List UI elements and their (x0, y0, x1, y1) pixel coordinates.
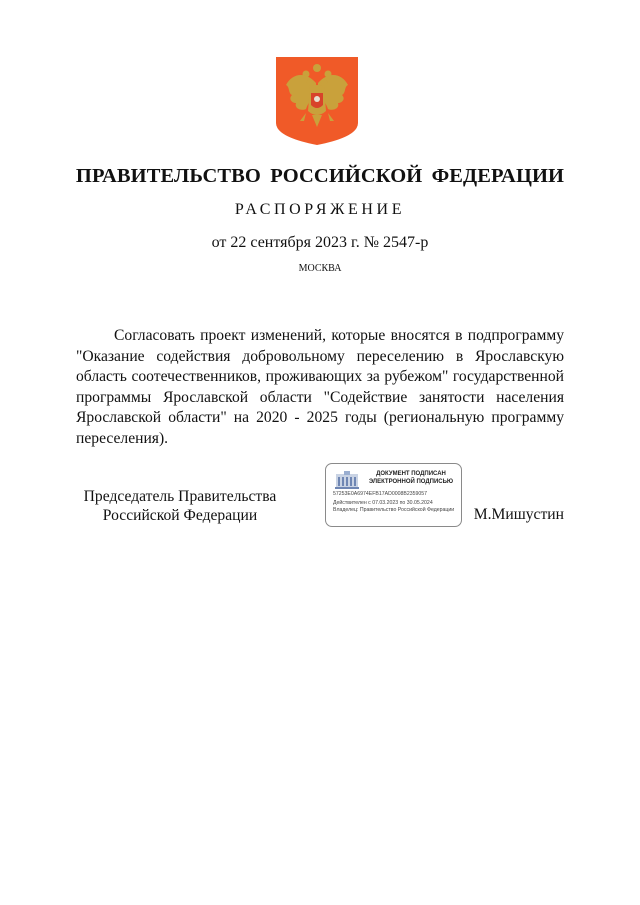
government-building-icon (334, 470, 360, 490)
body-paragraph: Согласовать проект изменений, которые вносятся в подпрограмму "Оказание содействия добровольному переселению в Ярославскую область соотечественников, проживающих за рубежом" государственной программы Ярославской области "Содействие занятости населения Ярославской области" на 2020 - 2025 годы (региональную программу переселения). (76, 327, 564, 447)
coat-of-arms-icon (276, 57, 358, 145)
stamp-heading (362, 471, 460, 486)
document-date-number: от 22 сентября 2023 г. № 2547-р (211, 234, 429, 251)
signer-title-line1: Председатель Правительства (83, 488, 277, 505)
signer-name: М.Мишустин (473, 506, 564, 523)
certificate-validity: Действителен с 07.03.2023 по 30.05.2024 (333, 500, 433, 506)
certificate-owner: Владелец: Правительство Российской Федерации (333, 507, 455, 513)
signer-title-line2: Российской Федерации (102, 507, 258, 524)
signer-title (70, 487, 290, 525)
document-type: РАСПОРЯЖЕНИЕ (234, 201, 406, 218)
stamp-heading-line2: ЭЛЕКТРОННОЙ ПОДПИСЬЮ (368, 478, 454, 485)
organization-title: ПРАВИТЕЛЬСТВО РОССИЙСКОЙ ФЕДЕРАЦИИ (75, 165, 565, 187)
certificate-serial: 57253E0A6974EFB17AD0008B2359057 (333, 491, 428, 497)
electronic-signature-stamp (325, 463, 462, 527)
stamp-heading-line1: ДОКУМЕНТ ПОДПИСАН (376, 471, 446, 477)
document-city: МОСКВА (298, 263, 342, 274)
